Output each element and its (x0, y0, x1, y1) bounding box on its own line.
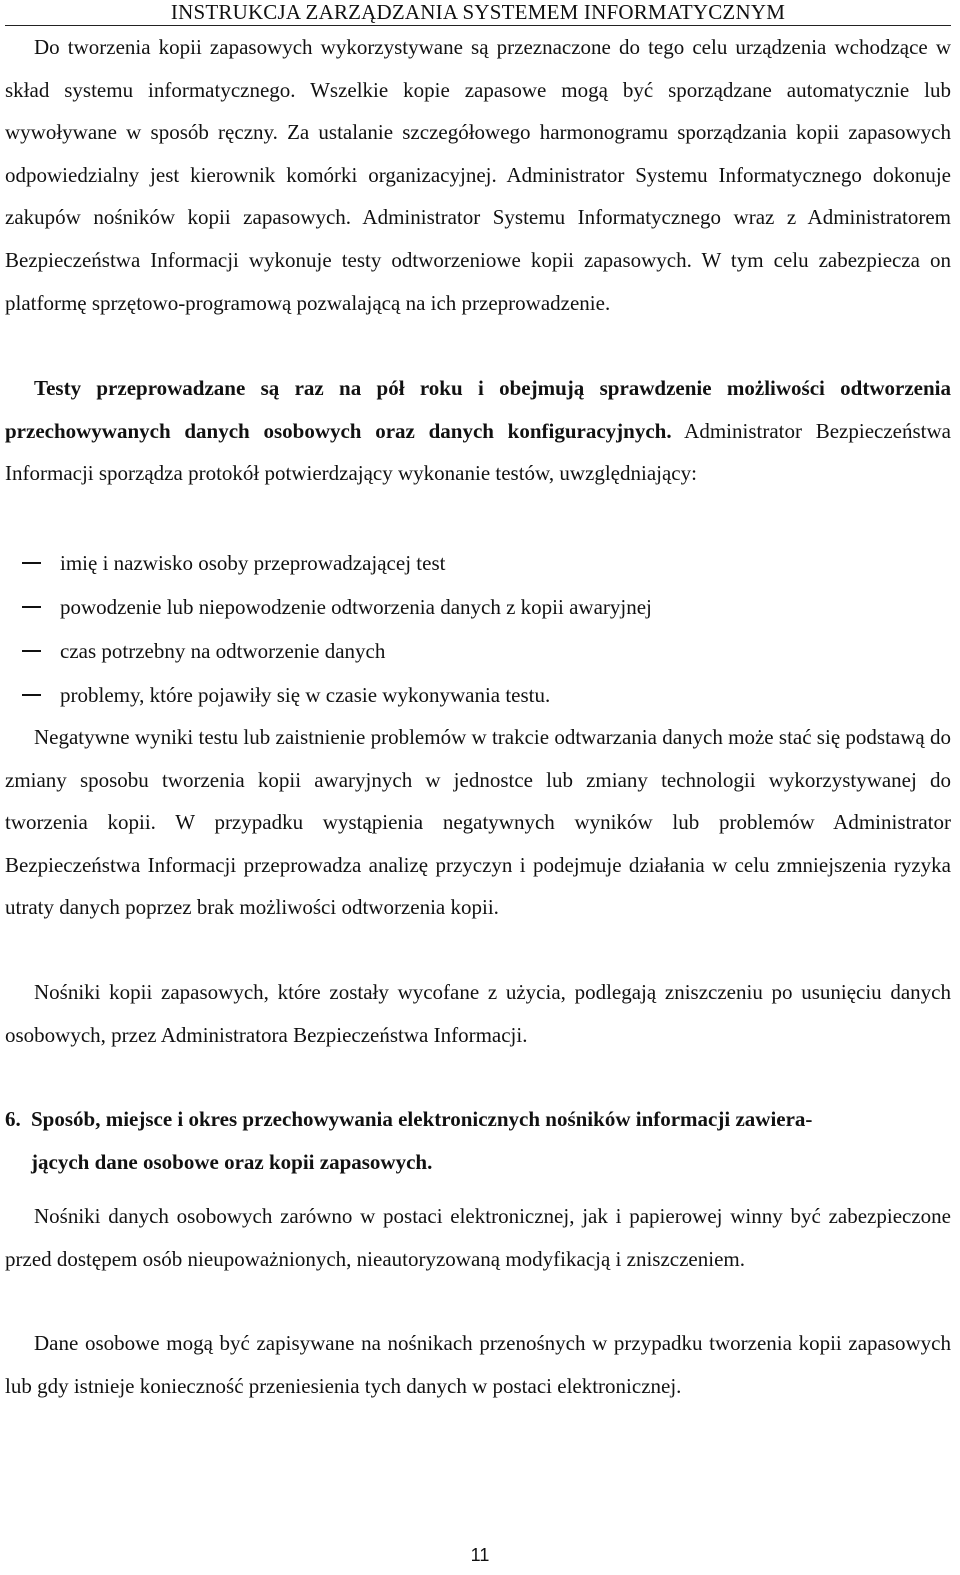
list-item (5, 585, 951, 629)
section-heading (5, 1098, 951, 1183)
dash-bullet-icon (22, 562, 41, 564)
list-item-text: powodzenie lub niepowodzenie odtworzenia danych z kopii awaryjnej (60, 595, 652, 619)
paragraph-backup-devices: Do tworzenia kopii zapasowych wykorzystywane są przeznaczone do tego celu urządzenia wchodzące w skład systemu informatycznego. Wszelkie kopie zapasowe mogą być sporządzane automatycznie lub wywoływane w sposób ręczny. Za ustalanie szczegółowego harmonogramu sporządzania kopii zapasowych odpowiedzialny jest kierownik komórki organizacyjnej. Administrator Systemu Informatycznego dokonuje zakupów nośników kopii zapasowych. Administrator Systemu Informatycznego wraz z Administratorem Bezpieczeństwa Informacji wykonuje testy odtworzeniowe kopii zapasowych. W tym celu zabezpiecza on platformę sprzętowo-programową pozwalającą na ich przeprowadzenie. (5, 35, 951, 315)
list-item-text: problemy, które pojawiły się w czasie wykonywania testu. (60, 683, 551, 707)
section-title-line1: Sposób, miejsce i okres przechowywania elektronicznych nośników informacji zawiera- (31, 1107, 813, 1131)
section-title-line2: jących dane osobowe oraz kopii zapasowych. (31, 1149, 433, 1174)
list-item (5, 673, 951, 717)
list-item (5, 541, 951, 585)
list-item-text: imię i nazwisko osoby przeprowadzającej test (60, 551, 446, 575)
paragraph-tests-rest: Administrator Bezpieczeństwa Informacji sporządza protokół potwierdzający wykonanie testów, uwzględniający: (5, 418, 951, 486)
paragraph-media-disposal: Nośniki kopii zapasowych, które zostały wycofane z użycia, podlegają zniszczeniu po usunięciu danych osobowych, przez Administratora Bezpieczeństwa Informacji. (5, 980, 951, 1047)
protocol-items-list (5, 541, 951, 717)
paragraph-media-protection: Nośniki danych osobowych zarówno w postaci elektronicznej, jak i papierowej winny być zabezpieczone przed dostępem osób nieupoważnionych, nieautoryzowaną modyfikacją i zniszczeniem. (5, 1204, 951, 1271)
page-number: 11 (470, 1545, 490, 1565)
paragraph-tests (5, 367, 951, 495)
document-page (5, 0, 951, 1575)
list-item-text: czas potrzebny na odtworzenie danych (60, 639, 386, 663)
dash-bullet-icon (22, 650, 41, 652)
list-item (5, 629, 951, 673)
paragraph-tests-bold: Testy przeprowadzane są raz na pół roku i obejmują sprawdzenie możliwości odtworzenia przechowywanych danych osobowych oraz danych konfiguracyjnych. (5, 376, 951, 443)
paragraph-portable-media: Dane osobowe mogą być zapisywane na nośnikach przenośnych w przypadku tworzenia kopii zapasowych lub gdy istnieje konieczność przeniesienia tych danych w postaci elektronicznej. (5, 1331, 951, 1398)
section-number: 6. (5, 1107, 21, 1131)
dash-bullet-icon (22, 694, 41, 696)
paragraph-negative-results: Negatywne wyniki testu lub zaistnienie problemów w trakcie odtwarzania danych może stać się podstawą do zmiany sposobu tworzenia kopii awaryjnych w jednostce lub zmiany technologii wykorzystywanej do tworzenia kopii. W przypadku wystąpienia negatywnych wyników lub problemów Administrator Bezpieczeństwa Informacji przeprowadza analizę przyczyn i podejmuje działania w celu zmniejszenia ryzyka utraty danych poprzez brak możliwości odtworzenia kopii. (5, 725, 951, 920)
page-header: INSTRUKCJA ZARZĄDZANIA SYSTEMEM INFORMATYCZNYM (170, 0, 786, 24)
dash-bullet-icon (22, 606, 41, 608)
